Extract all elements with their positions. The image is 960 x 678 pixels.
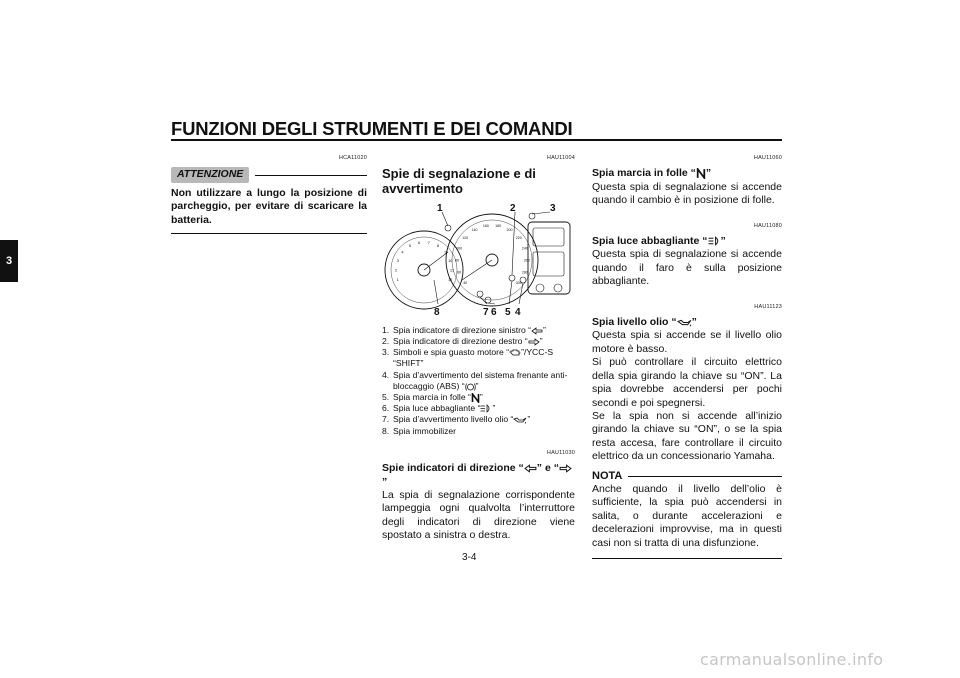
subsection-title-neutral: Spia marcia in folle “ ” xyxy=(592,167,712,180)
section-code-highbeam: HAU11080 xyxy=(753,222,782,229)
warning-header xyxy=(171,167,367,182)
speedometer-tick-label: 40 xyxy=(463,281,468,286)
warning-end-rule xyxy=(171,233,367,234)
header-rule xyxy=(171,139,782,141)
callout-1: 1 xyxy=(437,203,443,215)
neutral-icon xyxy=(471,393,480,403)
speedometer-tick-label: 280 xyxy=(521,270,528,275)
warning-header-rule xyxy=(255,175,367,176)
oil-text-2: Si può controllare il circuito elettrico della spia girando la chiave su “ON”. La spia dovrebbe accendersi per pochi secondi e poi spegnersi. xyxy=(592,356,782,409)
speedometer-tick-label: 300 xyxy=(515,281,522,286)
nota-header xyxy=(592,470,782,483)
speedometer-needle xyxy=(462,260,492,280)
tachometer-tick-label: 4 xyxy=(401,249,404,255)
oil-text-3: Se la spia non si accende all’inizio girando la chiave su “ON”, o se la spia resta accesa, fare controllare il circuito elettrico da un concessionario Yamaha. xyxy=(592,409,782,463)
nota-label: NOTA xyxy=(592,469,623,482)
oil-text-1: Questa spia si accende se il livello olio motore è basso. xyxy=(592,329,782,355)
right-arrow-icon xyxy=(528,338,540,346)
subsection-title-turn-signals: Spie indicatori di direzione “ ” e “” xyxy=(382,462,575,489)
warning-badge: ATTENZIONE xyxy=(171,167,249,182)
tachometer-tick-label: 1 xyxy=(396,277,399,283)
callout-7: 7 xyxy=(483,307,489,319)
nota-header-rule xyxy=(628,476,782,477)
nota-text: Anche quando il livello dell’olio è sufficiente, la spia può accendersi in salita, o durante accelerazioni e decelerazioni improvvise, ma in questi casi non si tratta di una disfunzione. xyxy=(592,482,782,549)
speedometer-tick-label: 80 xyxy=(455,258,459,263)
section-code-turn-signals: HAU11030 xyxy=(546,449,575,456)
middle-column xyxy=(382,152,575,543)
page-header-title: FUNZIONI DEGLI STRUMENTI E DEI COMANDI xyxy=(171,118,573,139)
speedometer-tick-label: 220 xyxy=(515,236,522,241)
tachometer-tick-label: 6 xyxy=(418,240,421,246)
legend-item-8: 8. Spia immobilizer xyxy=(382,425,457,436)
subsection-title-highbeam: Spia luce abbagliante “ ” xyxy=(592,235,726,248)
diagram-legend xyxy=(382,325,575,437)
neutral-icon xyxy=(696,168,706,179)
speedometer-tick-label: 60 xyxy=(457,270,462,275)
tachometer-tick-label: 5 xyxy=(408,243,412,249)
legend-item-2: 2. Spia indicatore di direzione destro “ ” xyxy=(382,336,543,347)
button-left xyxy=(536,284,544,292)
button-right xyxy=(554,284,562,292)
chapter-tab[interactable]: 3 xyxy=(0,240,18,282)
speedometer-tick-label: 200 xyxy=(506,228,513,233)
right-column xyxy=(592,152,782,559)
tachometer-tick-label: 9 xyxy=(444,249,447,255)
subsection-title-oil: Spia livello olio “ ” xyxy=(592,316,697,329)
high-beam-icon xyxy=(480,404,492,413)
engine-icon xyxy=(509,348,521,357)
highbeam-text: Questa spia di segnalazione si accende quando il faro è sulla posizione abbagliante. xyxy=(592,248,782,288)
callout-4: 4 xyxy=(515,307,521,319)
oil-icon xyxy=(677,318,692,327)
section-code-warning-lights: HAU11004 xyxy=(546,155,575,161)
speedometer-tick-label: 120 xyxy=(462,236,469,241)
indicator-oil-lamp xyxy=(477,291,483,297)
legend-item-4: 4. Spia d’avvertimento del sistema frenante anti-bloccaggio (ABS) “ ” xyxy=(382,369,568,391)
callout-6: 6 xyxy=(491,307,497,319)
speedometer-tick-label: 180 xyxy=(495,224,502,229)
callout-5: 5 xyxy=(505,307,511,319)
callout-3: 3 xyxy=(550,203,556,215)
abs-icon xyxy=(465,382,476,392)
instrument-cluster-diagram xyxy=(382,200,574,318)
right-arrow-icon xyxy=(559,464,572,473)
section-code-neutral: HAU11060 xyxy=(753,155,782,161)
oil-icon xyxy=(513,416,527,424)
speedometer-tick-label: 240 xyxy=(521,246,528,251)
legend-item-7: 7. Spia d’avvertimento livello olio “ ” xyxy=(382,414,531,425)
legend-item-5: 5. Spia marcia in folle “ ” xyxy=(382,392,483,403)
speedometer-tick-label: 100 xyxy=(456,246,463,251)
section-title-warning-lights: Spie di segnalazione e di avvertimento xyxy=(382,166,536,196)
tachometer-tick-label: 11 xyxy=(449,267,455,273)
legend-item-6: 6. Spia luce abbagliante “ ” xyxy=(382,403,496,414)
warning-text: Non utilizzare a lungo la posizione di parcheggio, per evitare di scaricare la batteria. xyxy=(171,186,367,226)
left-column xyxy=(171,152,367,234)
tachometer-tick-label: 12 xyxy=(448,277,453,283)
shift-indicator xyxy=(533,228,564,246)
section-code-oil: HAU11123 xyxy=(754,303,782,310)
indicator-neutral-lamp xyxy=(509,275,515,281)
neutral-text: Questa spia di segnalazione si accende quando il cambio è in posizione di folle. xyxy=(592,180,782,207)
left-arrow-icon xyxy=(531,327,543,335)
speedometer-tick-label: 140 xyxy=(471,228,478,233)
speedometer-tick-label: 160 xyxy=(482,224,489,229)
left-arrow-icon xyxy=(524,464,537,473)
tachometer-tick-label: 7 xyxy=(427,240,430,246)
legend-item-3: 3. Simboli e spia guasto motore “ ”/YCC-S “SHIFT” xyxy=(382,347,554,369)
tachometer-tick-label: 10 xyxy=(448,258,453,264)
warning-code: HCA11020 xyxy=(338,155,367,161)
high-beam-icon xyxy=(708,236,721,246)
tachometer-tick-label: 3 xyxy=(396,258,399,264)
turn-signals-text: La spia di segnalazione corrispondente lampeggia ogni qualvolta l’interruttore degli indicatori di direzione viene spostato a sinistra o destra. xyxy=(382,489,575,542)
callout-8: 8 xyxy=(434,307,440,319)
tachometer-tick-label: 2 xyxy=(394,267,398,273)
speedometer-tick-label: 260 xyxy=(524,258,530,263)
nota-end-rule xyxy=(592,558,782,559)
watermark[interactable]: carmanualsonline.info xyxy=(700,650,884,669)
legend-item-1: 1. Spia indicatore di direzione sinistro “ ” xyxy=(382,324,546,335)
callout-2: 2 xyxy=(510,203,516,215)
page-number: 3-4 xyxy=(462,552,477,563)
tachometer-tick-label: 8 xyxy=(436,243,440,249)
tachometer-needle xyxy=(424,249,448,270)
